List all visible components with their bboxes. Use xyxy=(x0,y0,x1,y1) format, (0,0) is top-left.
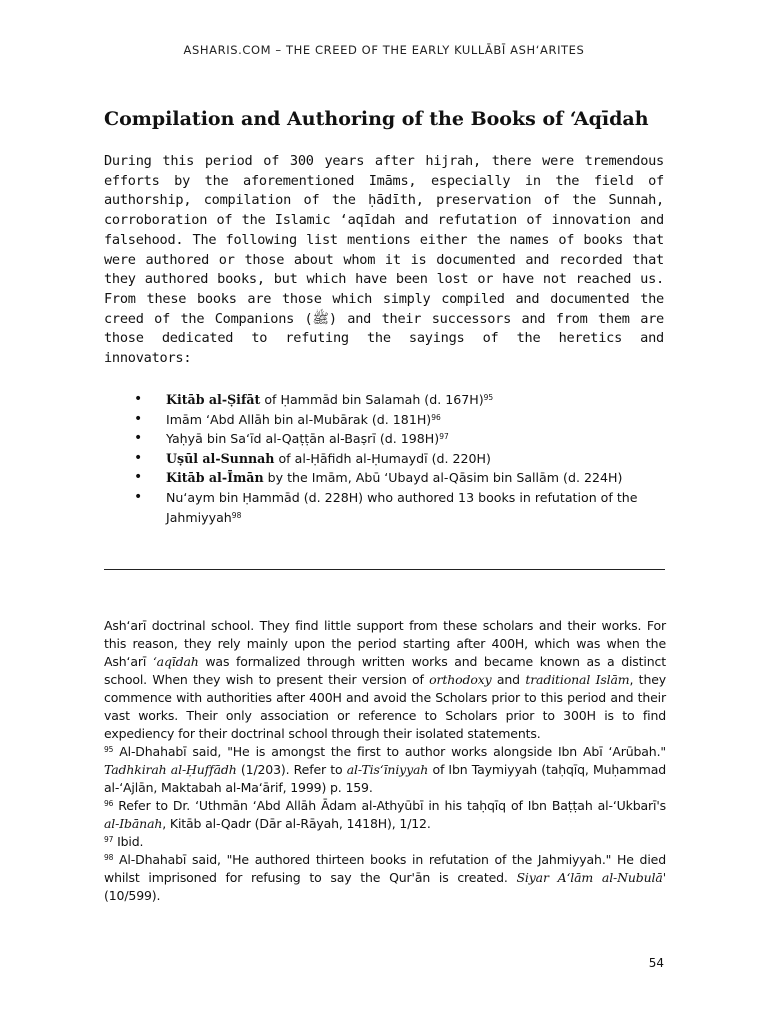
book-detail: Nu‘aym bin Ḥammād (d. 228H) who authored 13 books in refutation of the Jahmiyyah xyxy=(166,489,638,525)
footnote-italic: Siyar A‘lām al-Nubulā' xyxy=(516,870,666,885)
book-detail: by the Imām, Abū ‘Ubayd al-Qāsim bin Sallām (d. 224H) xyxy=(263,470,623,486)
footnote-number: 97 xyxy=(104,835,114,844)
book-detail: Imām ‘Abd Allāh bin al-Mubārak (d. 181H) xyxy=(166,411,432,427)
footnote-text: Ibid. xyxy=(113,834,144,849)
book-detail: Yaḥyā bin Sa‘īd al-Qaṭṭān al-Baṣrī (d. 198H) xyxy=(166,431,440,447)
footnotes xyxy=(104,617,666,905)
footnote-number: 98 xyxy=(104,853,114,862)
footnote-text: Al-Dhahabī said, "He is amongst the first to author works alongside Ibn Abī ‘Arūbah." xyxy=(113,744,666,759)
page-number: 54 xyxy=(648,956,664,970)
list-item xyxy=(104,449,670,469)
footnote-italic: traditional Islām xyxy=(525,672,630,687)
footnote-italic: orthodoxy xyxy=(429,672,492,687)
book-title: Kitāb al-Ṣifāt xyxy=(166,392,261,407)
footnote-text: was formalized through written works and became known as a distinct school. When they wish to present their version of xyxy=(104,654,666,687)
intro-paragraph: During this period of 300 years after hijrah, there were tremendous efforts by the aforementioned Imāms, especially in the field of authorship, compilation of the ḥādīth, preservation of the Sunnah, corroboration of the Islamic ‘aqīdah and refutation of innovation and falsehood. The following list mentions either the names of books that were authored or those about whom it is documented and recorded that they authored books, but which have been lost or have not reached us. From these books are those which simply compiled and documented the creed of the Companions (ﷺ) and their successors and from them are those dedicated to refuting the sayings of the heretics and innovators: xyxy=(104,153,664,367)
footnote-ref[interactable]: 96 xyxy=(431,412,441,422)
book-list xyxy=(104,390,670,527)
section-title: Compilation and Authoring of the Books of ‘Aqīdah xyxy=(104,108,649,130)
footnote-text: Refer to Dr. ‘Uthmān ‘Abd Allāh Ādam al-Athyūbī in his taḥqīq of Ibn Baṭṭah al-‘Ukbarī's xyxy=(113,798,666,813)
footnote-text: , Kitāb al-Qadr (Dār al-Rāyah, 1418H), 1/12. xyxy=(162,816,431,831)
footnote-italic: ‘aqīdah xyxy=(152,654,199,669)
book-title: Uṣūl al-Sunnah xyxy=(166,450,275,466)
footnote-italic: al-Tis‘īniyyah xyxy=(346,762,429,777)
list-item xyxy=(104,468,670,488)
footnote-separator xyxy=(104,569,665,570)
footnote-text: Ash‘arī doctrinal school. They find little support from these scholars and their works. For this reason, they rely mainly upon the period starting after 400H, which was when the Ash‘arī xyxy=(104,618,666,669)
footnote-96 xyxy=(104,797,666,833)
footnote-95 xyxy=(104,743,666,797)
footnote-text: , they commence with authorities after 400H and avoid the Scholars prior to this period and their vast works. Their only association or reference to Scholars prior to 300H is to find expediency for their doctrinal school through their isolated statements. xyxy=(104,672,666,741)
footnote-text: of Ibn Taymiyyah (taḥqīq, Muḥammad al-‘Ajlān, Maktabah al-Ma‘ārif, 1999) p. 159. xyxy=(104,762,666,795)
footnote-97 xyxy=(104,833,666,851)
footnote-text: (1/203). Refer to xyxy=(236,762,347,777)
footnote-ref[interactable]: 95 xyxy=(483,393,494,402)
list-item xyxy=(104,390,670,410)
footnote-ref[interactable]: 97 xyxy=(439,432,449,442)
footnote-98 xyxy=(104,851,666,905)
list-item xyxy=(104,429,670,449)
footnote-text: (10/599). xyxy=(104,888,161,903)
footnote-text: and xyxy=(491,672,526,687)
book-detail: of al-Ḥāfidh al-Ḥumaydī (d. 220H) xyxy=(274,450,491,466)
footnote-number: 96 xyxy=(104,799,114,808)
footnote-italic: al-Ibānah xyxy=(104,816,163,831)
footnote-italic: Tadhkirah al-Ḥuffādh xyxy=(104,762,237,777)
list-item xyxy=(104,410,670,430)
footnote-ref[interactable]: 98 xyxy=(231,510,242,520)
footnote-number: 95 xyxy=(104,745,114,754)
book-detail: of Ḥammād bin Salamah (d. 167H) xyxy=(260,392,484,407)
running-header: ASHARIS.COM – THE CREED OF THE EARLY KULLĀBĪ ASH‘ARITES xyxy=(183,43,585,57)
book-title: Kitāb al-Īmān xyxy=(166,470,264,486)
list-item xyxy=(104,488,670,527)
footnote-continuation xyxy=(104,617,666,743)
footnote-text: Al-Dhahabī said, "He authored thirteen books in refutation of the Jahmiyyah." He died whilst imprisoned for refusing to say the Qur'ān is created. xyxy=(104,852,666,885)
